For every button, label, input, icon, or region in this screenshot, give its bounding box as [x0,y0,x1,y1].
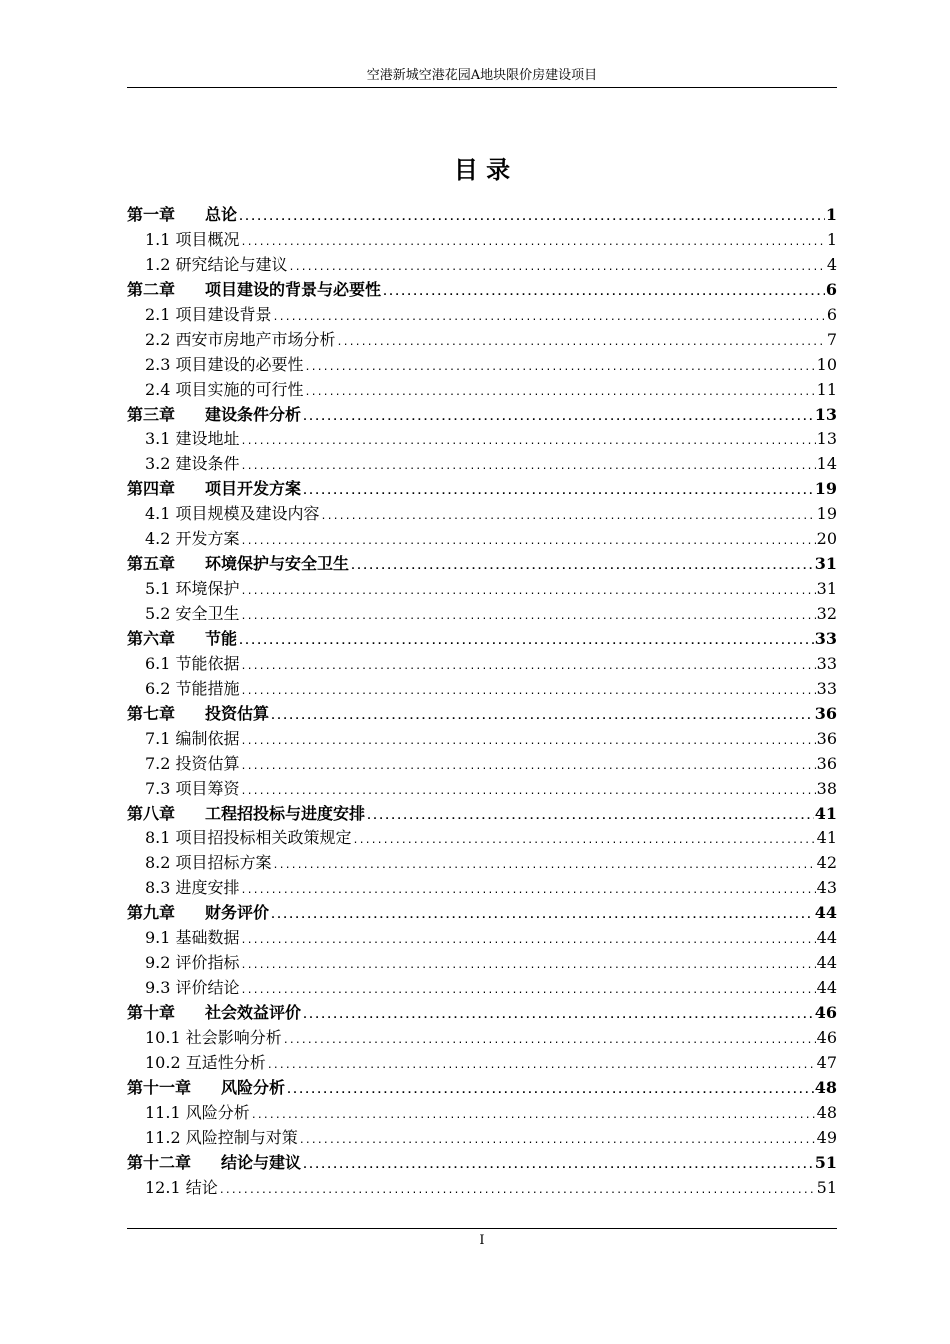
toc-leader-dots [241,755,816,780]
toc-entry-label: 11.2 风险控制与对策 [145,1127,298,1147]
toc-entry-label: 10.1 社会影响分析 [145,1027,282,1047]
toc-section-entry[interactable] [127,876,837,901]
table-of-contents [127,203,837,1201]
toc-leader-dots [241,231,826,256]
toc-chapter-entry[interactable] [127,552,837,577]
toc-chapter-number: 第九章 [127,903,176,923]
toc-section-entry[interactable] [127,652,837,677]
toc-page-number: 32 [816,604,837,623]
toc-section-entry[interactable] [127,1176,837,1201]
toc-entry-label: 7.3 项目筹资 [145,778,240,798]
toc-section-entry[interactable] [127,826,837,851]
toc-page-number: 14 [816,454,837,474]
toc-leader-dots [366,805,814,830]
toc-page-number: 31 [814,554,837,574]
toc-entry-label: 2.2 西安市房地产市场分析 [145,329,336,349]
toc-chapter-number: 第七章 [127,703,176,723]
toc-page-number: 46 [816,1027,837,1047]
toc-section-entry[interactable] [127,577,837,602]
toc-page-number: 44 [814,903,837,923]
toc-page-number: 51 [816,1177,837,1197]
toc-page-number: 42 [816,853,837,873]
toc-leader-dots [273,854,816,879]
toc-section-entry[interactable] [127,752,837,777]
toc-section-entry[interactable] [127,951,837,976]
toc-entry-label: 9.3 评价结论 [145,978,240,998]
toc-page-number: 6 [826,304,837,324]
toc-entry-label: 7.2 投资估算 [145,753,240,773]
toc-entry-label: 1.2 研究结论与建议 [145,254,288,274]
toc-entry-label: 投资估算 [205,703,270,723]
toc-section-entry[interactable] [127,851,837,876]
toc-entry-label: 1.1 项目概况 [145,229,240,249]
toc-page-number: 13 [814,404,837,424]
toc-section-entry[interactable] [127,1101,837,1126]
toc-page-number: 44 [816,978,837,998]
toc-chapter-number: 第十一章 [127,1077,192,1097]
toc-page-number: 31 [816,579,837,599]
footer-rule [127,1228,837,1229]
header-rule [127,87,837,88]
toc-leader-dots [241,605,816,630]
toc-chapter-entry[interactable] [127,1076,837,1101]
toc-entry-label: 10.2 互适性分析 [145,1052,266,1072]
toc-section-entry[interactable] [127,1026,837,1051]
toc-section-entry[interactable] [127,677,837,702]
toc-entry-label: 9.1 基础数据 [145,928,240,948]
toc-page-number: 47 [816,1052,837,1072]
toc-leader-dots [241,455,816,480]
toc-section-entry[interactable] [127,303,837,328]
toc-chapter-number: 第八章 [127,803,176,823]
toc-entry-label: 9.2 评价指标 [145,953,240,973]
toc-entry-label: 工程招投标与进度安排 [205,803,366,823]
toc-chapter-entry[interactable] [127,477,837,502]
toc-leader-dots [241,979,816,1004]
toc-chapter-number: 第五章 [127,554,176,574]
toc-page-number: 11 [816,379,837,399]
toc-page-number: 36 [814,703,837,723]
toc-chapter-number: 第十章 [127,1003,176,1022]
toc-entry-label: 8.1 项目招投标相关政策规定 [145,828,352,848]
toc-leader-dots [241,929,816,954]
toc-chapter-number: 第六章 [127,628,176,648]
toc-page-number: 20 [816,529,837,549]
toc-entry-label: 风险分析 [221,1077,286,1097]
toc-leader-dots [283,1029,816,1054]
toc-page-number: 33 [816,678,837,698]
toc-page-number: 38 [816,778,837,798]
toc-leader-dots [302,1004,814,1029]
toc-entry-label: 节能 [205,628,238,648]
toc-page-number: 43 [816,878,837,898]
toc-entry-label: 8.2 项目招标方案 [145,853,272,873]
toc-leader-dots [270,904,814,929]
toc-chapter-entry[interactable] [127,627,837,652]
toc-section-entry[interactable] [127,602,837,627]
toc-entry-label: 社会效益评价 [205,1003,302,1022]
toc-leader-dots [270,705,814,730]
toc-page-number: 41 [814,803,837,823]
toc-entry-label: 总论 [205,205,238,224]
toc-page-number: 7 [826,329,837,349]
toc-section-entry[interactable] [127,452,837,477]
toc-section-entry[interactable] [127,228,837,253]
toc-leader-dots [353,829,816,854]
toc-leader-dots [238,206,825,231]
toc-entry-label: 11.1 风险分析 [145,1102,250,1122]
toc-entry-label: 6.1 节能依据 [145,653,240,673]
toc-leader-dots [302,406,814,431]
toc-section-entry[interactable] [127,378,837,403]
toc-page-number: 19 [814,479,837,499]
toc-leader-dots [241,680,816,705]
toc-entry-label: 3.1 建设地址 [145,429,240,449]
toc-chapter-entry[interactable] [127,1151,837,1176]
toc-leader-dots [241,580,816,605]
toc-leader-dots [241,879,816,904]
toc-page-number: 33 [814,628,837,648]
toc-page-number: 49 [816,1127,837,1147]
toc-leader-dots [305,381,816,406]
toc-entry-label: 5.1 环境保护 [145,579,240,599]
toc-entry-label: 2.4 项目实施的可行性 [145,379,304,399]
toc-page-number: 33 [816,653,837,673]
toc-leader-dots [299,1129,816,1154]
toc-page-number: 13 [816,429,837,449]
toc-entry-label: 4.1 项目规模及建设内容 [145,504,320,524]
toc-page-number: 36 [816,753,837,773]
toc-leader-dots [302,1154,814,1179]
toc-page-number: 51 [814,1152,837,1172]
toc-chapter-number: 第一章 [127,205,176,224]
toc-chapter-entry[interactable] [127,1001,837,1026]
toc-page-number: 41 [816,828,837,848]
toc-section-entry[interactable] [127,777,837,802]
toc-section-entry[interactable] [127,502,837,527]
toc-leader-dots [302,480,814,505]
toc-chapter-number: 第四章 [127,479,176,499]
toc-section-entry[interactable] [127,926,837,951]
toc-leader-dots [267,1054,816,1079]
toc-leader-dots [286,1079,814,1104]
toc-page-number: 48 [816,1102,837,1122]
toc-page-number: 10 [816,354,837,374]
toc-page-number: 6 [825,279,837,299]
toc-page-number: 4 [826,254,837,274]
toc-section-entry[interactable] [127,527,837,552]
toc-page-number: 46 [814,1003,837,1022]
toc-entry-label: 2.1 项目建设背景 [145,304,272,324]
toc-leader-dots [321,505,816,530]
toc-page-number: 1 [825,205,837,224]
toc-section-entry[interactable] [127,727,837,752]
toc-entry-label: 8.3 进度安排 [145,878,240,898]
toc-leader-dots [337,331,826,356]
toc-section-entry[interactable] [127,1126,837,1151]
toc-section-entry[interactable] [127,427,837,452]
running-header: 空港新城空港花园A地块限价房建设项目 [366,68,598,83]
toc-page-number: 48 [814,1077,837,1097]
toc-entry-label: 12.1 结论 [145,1177,218,1197]
toc-entry-label: 财务评价 [205,903,270,923]
toc-entry-label: 结论与建议 [221,1152,302,1172]
toc-section-entry[interactable] [127,328,837,353]
toc-chapter-entry[interactable] [127,702,837,727]
toc-section-entry[interactable] [127,976,837,1001]
toc-section-entry[interactable] [127,1051,837,1076]
toc-page-number: 44 [816,953,837,973]
toc-leader-dots [305,356,816,381]
toc-section-entry[interactable] [127,253,837,278]
toc-page-number: 36 [816,728,837,748]
toc-entry-label: 项目建设的背景与必要性 [205,279,382,299]
toc-page-number: 44 [816,928,837,948]
toc-chapter-number: 第三章 [127,404,176,424]
toc-entry-label: 4.2 开发方案 [145,529,240,549]
toc-leader-dots [241,954,816,979]
toc-entry-label: 项目开发方案 [205,479,302,499]
toc-section-entry[interactable] [127,353,837,378]
toc-leader-dots [241,655,816,680]
toc-page-number: 19 [816,504,837,524]
toc-leader-dots [273,306,826,331]
toc-chapter-entry[interactable] [127,203,837,228]
toc-chapter-entry[interactable] [127,403,837,428]
toc-chapter-entry[interactable] [127,802,837,827]
toc-page-number: 1 [826,229,837,249]
toc-leader-dots [238,630,814,655]
toc-leader-dots [382,281,825,306]
toc-leader-dots [251,1104,816,1129]
toc-title: 目 录 [453,156,511,184]
toc-leader-dots [350,555,814,580]
toc-leader-dots [241,430,816,455]
toc-chapter-number: 第十二章 [127,1152,192,1172]
toc-entry-label: 环境保护与安全卫生 [205,554,350,574]
toc-chapter-entry[interactable] [127,901,837,926]
toc-leader-dots [219,1179,816,1204]
toc-entry-label: 6.2 节能措施 [145,678,240,698]
toc-entry-label: 建设条件分析 [205,404,302,424]
toc-entry-label: 5.2 安全卫生 [145,604,240,623]
toc-leader-dots [241,730,816,755]
toc-chapter-entry[interactable] [127,278,837,303]
page-number: I [479,1233,485,1248]
toc-entry-label: 2.3 项目建设的必要性 [145,354,304,374]
toc-entry-label: 7.1 编制依据 [145,728,240,748]
toc-entry-label: 3.2 建设条件 [145,454,240,474]
toc-chapter-number: 第二章 [127,279,176,299]
